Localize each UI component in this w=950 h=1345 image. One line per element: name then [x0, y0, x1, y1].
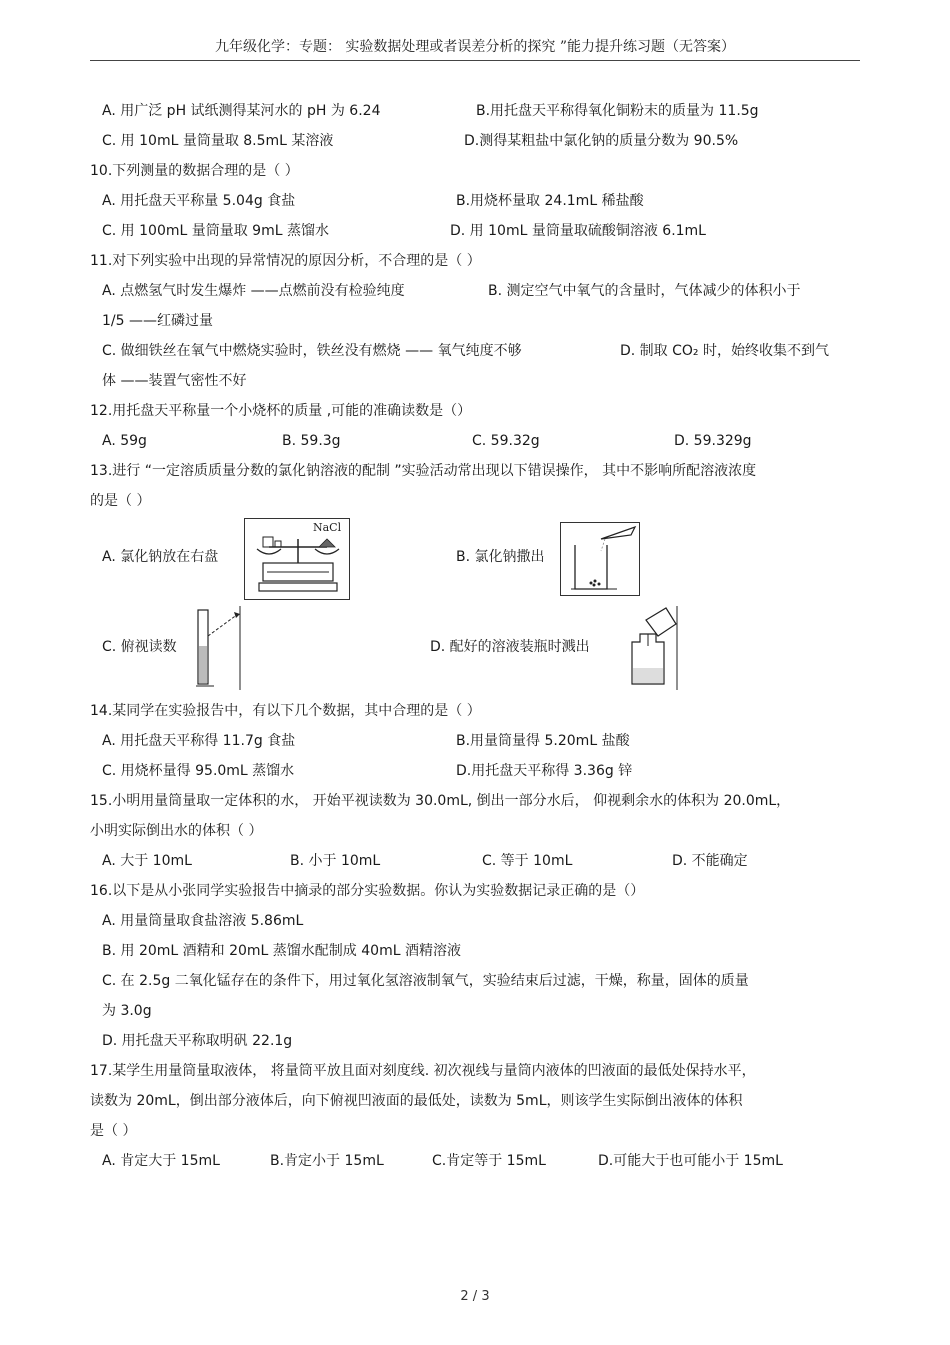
- cylinder-reading-illustration: [194, 606, 242, 690]
- q12-row: [90, 426, 870, 456]
- nacl-label: NaCl: [313, 521, 342, 534]
- q11-option-d-line2: 体 ——装置气密性不好: [102, 373, 247, 389]
- q13-stem-text-1: 13.进行 “一定溶质质量分数的氯化钠溶液的配制 ”实验活动常出现以下错误操作， 其中不影响所配溶液浓度: [90, 463, 757, 479]
- q10-option-a: A. 用托盘天平称量 5.04g 食盐: [102, 193, 296, 209]
- q13-option-a: A. 氯化钠放在右盘: [102, 549, 219, 565]
- q11-row-2: [90, 306, 870, 336]
- q9-option-b: B.用托盘天平称得氧化铜粉末的质量为 11.5g: [476, 103, 759, 119]
- page-number: 2 / 3: [460, 1289, 490, 1304]
- balance-illustration: [244, 518, 350, 600]
- q11-option-a: A. 点燃氢气时发生爆炸 ——点燃前没有检验纯度: [102, 283, 405, 299]
- q13-option-d: D. 配好的溶液装瓶时溅出: [430, 639, 590, 655]
- q10-option-c: C. 用 100mL 量筒量取 9mL 蒸馏水: [102, 223, 329, 239]
- spill-illustration: [560, 522, 640, 596]
- q16-row-a: [90, 906, 870, 936]
- q9-row-2: [90, 126, 870, 156]
- q17-option-c: C.肯定等于 15mL: [432, 1153, 546, 1169]
- q15-option-d: D. 不能确定: [672, 853, 748, 869]
- q16-row-c1: [90, 966, 870, 996]
- q13-figure-row-1: [90, 518, 870, 604]
- q15-stem-text-2: 小明实际倒出水的体积（ ）: [90, 823, 263, 839]
- q9-option-d: D.测得某粗盐中氯化钠的质量分数为 90.5%: [464, 133, 739, 149]
- q17-stem-text-1: 17.某学生用量筒量取液体， 将量筒平放且面对刻度线. 初次视线与量筒内液体的凹液面的最低处保持水平，: [90, 1063, 756, 1079]
- q11-option-b-line1: B. 测定空气中氧气的含量时，气体减少的体积小于: [488, 283, 801, 299]
- q10-row-2: [90, 216, 870, 246]
- q15-option-a: A. 大于 10mL: [102, 853, 192, 869]
- q17-stem-3: [90, 1116, 870, 1146]
- q11-stem: [90, 246, 870, 276]
- q11-row-3: [90, 336, 870, 366]
- q11-row-4: [90, 366, 870, 396]
- q17-row: [90, 1146, 870, 1176]
- q15-option-c: C. 等于 10mL: [482, 853, 573, 869]
- q17-option-d: D.可能大于也可能小于 15mL: [598, 1153, 783, 1169]
- q15-stem-text-1: 15.小明用量筒量取一定体积的水， 开始平视读数为 30.0mL, 倒出一部分水后， 仰视剩余水的体积为 20.0mL，: [90, 793, 791, 809]
- q11-option-b-line2: 1/5 ——红磷过量: [102, 313, 213, 329]
- q17-stem-text-3: 是（ ）: [90, 1123, 137, 1139]
- q12-option-a: A. 59g: [102, 433, 147, 449]
- q13-stem-2: [90, 486, 870, 516]
- q15-stem-2: [90, 816, 870, 846]
- header-divider: [90, 60, 860, 61]
- q11-option-d-line1: D. 制取 CO₂ 时，始终收集不到气: [620, 343, 829, 359]
- q14-option-c: C. 用烧杯量得 95.0mL 蒸馏水: [102, 763, 295, 779]
- question-list: [90, 96, 870, 1176]
- q17-stem-2: [90, 1086, 870, 1116]
- q12-option-d: D. 59.329g: [674, 433, 752, 449]
- q10-stem: [90, 156, 870, 186]
- q12-stem-text: 12.用托盘天平称量一个小烧杯的质量 ,可能的准确读数是（）: [90, 403, 472, 419]
- q14-stem-text: 14.某同学在实验报告中，有以下几个数据，其中合理的是（ ）: [90, 703, 481, 719]
- q10-option-b: B.用烧杯量取 24.1mL 稀盐酸: [456, 193, 644, 209]
- bottle-pouring-illustration: [624, 606, 678, 690]
- q13-stem-text-2: 的是（ ）: [90, 493, 151, 509]
- q14-option-d: D.用托盘天平称得 3.36g 锌: [456, 763, 633, 779]
- q16-option-c-line2: 为 3.0g: [102, 1003, 152, 1019]
- q16-row-d: [90, 1026, 870, 1056]
- q14-stem: [90, 696, 870, 726]
- q12-option-c: C. 59.32g: [472, 433, 540, 449]
- q14-option-a: A. 用托盘天平称得 11.7g 食盐: [102, 733, 296, 749]
- q13-figure-row-2: [90, 606, 870, 696]
- q17-option-a: A. 肯定大于 15mL: [102, 1153, 220, 1169]
- q12-stem: [90, 396, 870, 426]
- q15-stem-1: [90, 786, 870, 816]
- q16-stem-text: 16.以下是从小张同学实验报告中摘录的部分实验数据。你认为实验数据记录正确的是（）: [90, 883, 645, 899]
- q16-row-b: [90, 936, 870, 966]
- q10-option-d: D. 用 10mL 量筒量取硫酸铜溶液 6.1mL: [450, 223, 706, 239]
- q14-row-1: [90, 726, 870, 756]
- q16-option-c-line1: C. 在 2.5g 二氧化锰存在的条件下，用过氧化氢溶液制氧气，实验结束后过滤，干燥，称量，固体的质量: [102, 973, 749, 989]
- q13-stem-1: [90, 456, 870, 486]
- q16-option-d: D. 用托盘天平称取明矾 22.1g: [102, 1033, 293, 1049]
- q17-stem-1: [90, 1056, 870, 1086]
- q16-row-c2: [90, 996, 870, 1026]
- q15-option-b: B. 小于 10mL: [290, 853, 381, 869]
- q11-stem-text: 11.对下列实验中出现的异常情况的原因分析，不合理的是（ ）: [90, 253, 481, 269]
- q11-row-1: [90, 276, 870, 306]
- q11-option-c: C. 做细铁丝在氧气中燃烧实验时，铁丝没有燃烧 —— 氧气纯度不够: [102, 343, 522, 359]
- q17-stem-text-2: 读数为 20mL，倒出部分液体后，向下俯视凹液面的最低处，读数为 5mL，则该学生实际倒出液体的体积: [90, 1093, 743, 1109]
- q16-stem: [90, 876, 870, 906]
- page-header: 九年级化学：专题： 实验数据处理或者误差分析的探究 ”能力提升练习题（无答案）: [214, 39, 736, 55]
- q16-option-b: B. 用 20mL 酒精和 20mL 蒸馏水配制成 40mL 酒精溶液: [102, 943, 461, 959]
- q13-option-b: B. 氯化钠撒出: [456, 549, 545, 565]
- q14-option-b: B.用量筒量得 5.20mL 盐酸: [456, 733, 630, 749]
- q10-stem-text: 10.下列测量的数据合理的是（ ）: [90, 163, 299, 179]
- q13-option-c: C. 俯视读数: [102, 639, 177, 655]
- q9-option-c: C. 用 10mL 量筒量取 8.5mL 某溶液: [102, 133, 334, 149]
- q16-option-a: A. 用量筒量取食盐溶液 5.86mL: [102, 913, 304, 929]
- q17-option-b: B.肯定小于 15mL: [270, 1153, 384, 1169]
- q9-row-1: [90, 96, 870, 126]
- q14-row-2: [90, 756, 870, 786]
- q15-row: [90, 846, 870, 876]
- q10-row-1: [90, 186, 870, 216]
- q12-option-b: B. 59.3g: [282, 433, 341, 449]
- q9-option-a: A. 用广泛 pH 试纸测得某河水的 pH 为 6.24: [102, 103, 381, 119]
